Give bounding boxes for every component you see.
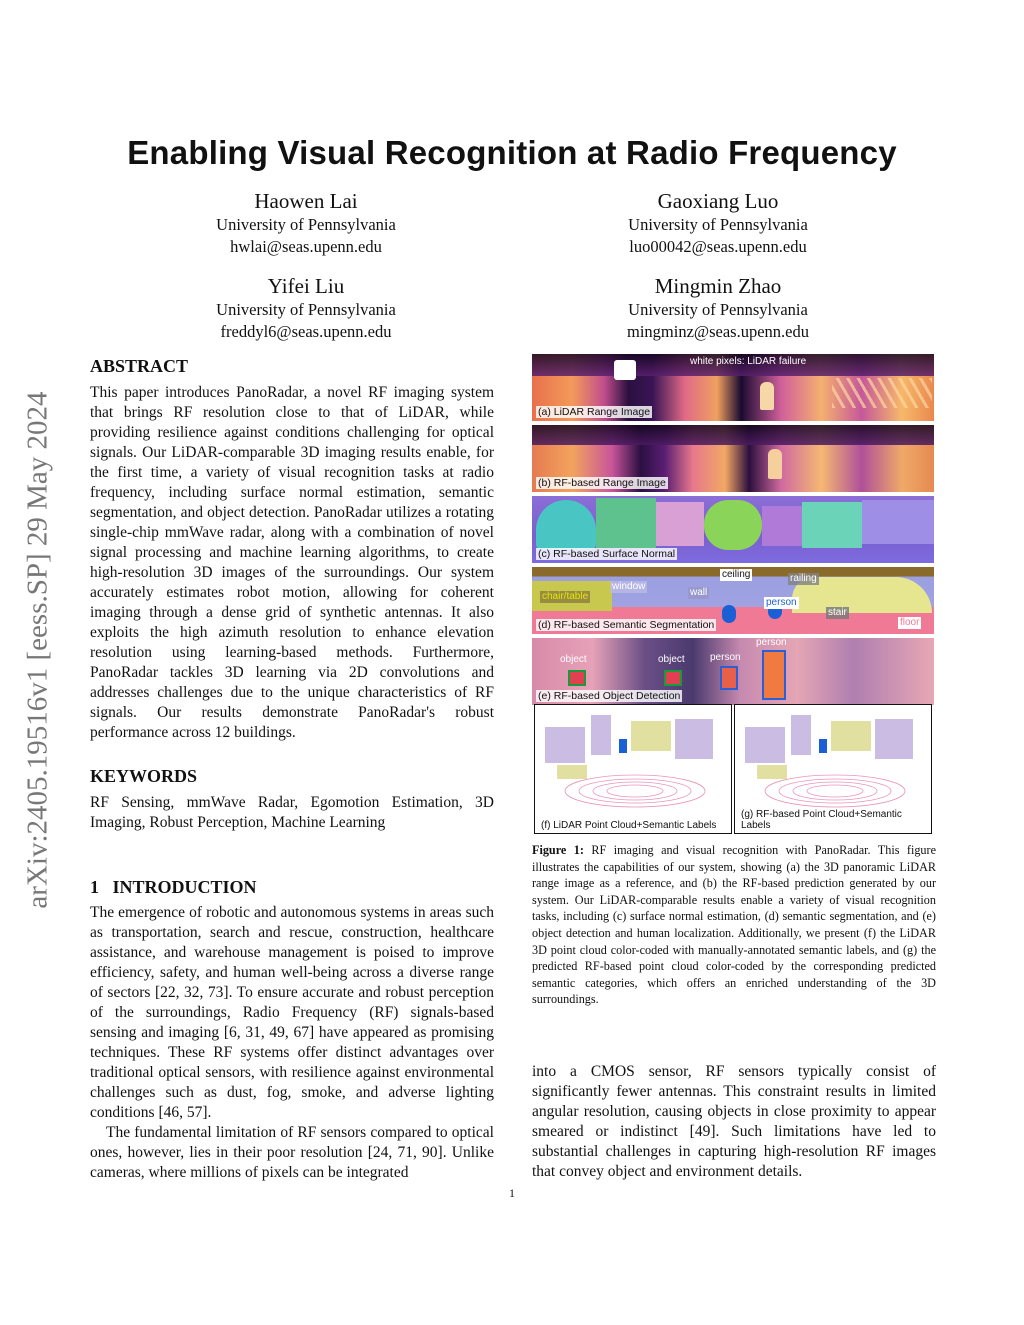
label-chair-table: chair/table — [542, 591, 589, 602]
author-block-1 — [156, 188, 456, 258]
detection-box-person — [762, 650, 786, 700]
detection-box-object — [568, 670, 586, 686]
page-number: 1 — [509, 1186, 515, 1200]
panel-label: (e) RF-based Object Detection — [538, 690, 681, 702]
caption-label: Figure 1: — [532, 843, 584, 857]
lidar-failure-note: white pixels: LiDAR failure — [690, 356, 807, 367]
keywords-heading: KEYWORDS — [90, 766, 198, 786]
author-affiliation: University of Pennsylvania — [628, 300, 808, 319]
label-railing: railing — [790, 573, 817, 584]
panel-object-detection — [532, 638, 934, 705]
author-email: mingminz@seas.upenn.edu — [627, 322, 809, 341]
normal-region — [862, 500, 934, 544]
person-silhouette — [768, 449, 782, 479]
detection-box-person — [720, 666, 738, 690]
point-cloud-illustration — [535, 705, 731, 815]
abstract-heading: ABSTRACT — [90, 356, 189, 376]
panel-label: (a) LiDAR Range Image — [538, 406, 651, 418]
author-block-3 — [156, 273, 456, 343]
author-block-2 — [568, 188, 868, 258]
panel-surface-normal — [532, 496, 934, 563]
introduction-heading: 1 INTRODUCTION — [90, 877, 257, 897]
panel-semantic-segmentation — [532, 567, 934, 634]
introduction-section — [90, 876, 494, 1183]
label-wall: wall — [690, 587, 708, 598]
panel-rf-point-cloud — [734, 704, 932, 834]
panel-label: (c) RF-based Surface Normal — [538, 548, 676, 560]
segment-person — [722, 605, 736, 623]
keywords-text: RF Sensing, mmWave Radar, Egomotion Estimation, 3D Imaging, Robust Perception, Machine Learning — [90, 794, 494, 831]
arxiv-stamp — [14, 340, 62, 960]
author-name: Haowen Lai — [254, 189, 358, 213]
normal-region — [802, 502, 862, 548]
abstract-section — [90, 355, 494, 743]
normal-region — [762, 506, 802, 546]
point-cloud-illustration — [735, 705, 931, 815]
panel-label: (b) RF-based Range Image — [538, 477, 666, 489]
label-object: object — [560, 654, 587, 665]
label-person: person — [710, 652, 741, 663]
label-object: object — [658, 654, 685, 665]
author-email: hwlai@seas.upenn.edu — [230, 237, 382, 256]
figure-1 — [532, 354, 936, 1007]
paper-title: Enabling Visual Recognition at Radio Frequency — [127, 134, 897, 171]
panel-label: (d) RF-based Semantic Segmentation — [538, 619, 715, 631]
author-name: Gaoxiang Luo — [657, 189, 779, 213]
normal-region — [536, 500, 596, 550]
intro-paragraph-2: The fundamental limitation of RF sensors compared to optical ones, however, lies in their poor resolution [24, 71, 90]. Unlike cameras, where millions of pixels can be integrated — [90, 1124, 494, 1181]
author-email: freddyl6@seas.upenn.edu — [220, 322, 392, 341]
caption-text: RF imaging and visual recognition with PanoRadar. This figure illustrates the capabilities of our system, showing (a) the 3D panoramic LiDAR range image as a reference, and (b) the RF-based prediction generated by our system. Our LiDAR-comparable results enable a variety of visual recognition tasks, including (c) surface normal estimation, (d) semantic segmentation, and (e) object detection and human localization. Additionally, we present (f) the LiDAR 3D point cloud color-coded with manually-annotated semantic labels, and (g) the predicted RF-based point cloud color-coded by the corresponding predicted semantic categories, which offers an enriched understanding of the 3D surroundings. — [532, 843, 936, 1007]
panel-rf-range-image — [532, 425, 934, 492]
keywords-section — [90, 765, 494, 833]
label-person: person — [766, 597, 797, 608]
label-window: window — [612, 581, 646, 592]
label-ceiling: ceiling — [722, 569, 751, 580]
normal-region — [656, 502, 704, 546]
lidar-failure-pixels — [614, 360, 636, 380]
railing-texture — [832, 378, 932, 408]
label-floor: floor — [900, 617, 920, 628]
author-email: luo00042@seas.upenn.edu — [629, 237, 807, 256]
normal-region — [596, 498, 656, 548]
author-block-4 — [568, 273, 868, 343]
label-person: person — [756, 638, 787, 648]
label-stair: stair — [828, 607, 847, 618]
author-affiliation: University of Pennsylvania — [628, 215, 808, 234]
intro-paragraph-1: The emergence of robotic and autonomous systems in areas such as transportation, search and rescue, construction, healthcare assistance, and warehouse management is poised to improve efficiency, safety, and human well-being across a diverse range of sectors [22, 32, 73]. To ensure accurate and robust perception of the surroundings, Radio Frequency (RF) signals-based sensing and imaging [6, 31, 49, 67] have appeared as promising techniques. These RF systems offer distinct advantages over traditional optical sensors, with resilience against environmental challenges such as dust, fog, smoke, and adverse lighting conditions [46, 57]. — [90, 904, 494, 1121]
panel-lidar-point-cloud — [534, 704, 732, 834]
author-affiliation: University of Pennsylvania — [216, 300, 396, 319]
intro-paragraph-2-cont: into a CMOS sensor, RF sensors typically consist of significantly fewer antennas. This constraint results in limited angular resolution, causing objects in close proximity to appear smeared or indistinct [49]. Such limitations have led to substantial challenges in capturing high-resolution RF images that convey object and environment details. — [532, 1063, 936, 1180]
normal-region — [704, 500, 762, 550]
figure-caption — [532, 842, 936, 1008]
intro-paragraph-2-continued — [532, 1062, 936, 1182]
author-name: Yifei Liu — [267, 274, 345, 298]
author-name: Mingmin Zhao — [654, 274, 782, 298]
detection-box-object — [664, 670, 682, 686]
author-affiliation: University of Pennsylvania — [216, 215, 396, 234]
abstract-text: This paper introduces PanoRadar, a novel RF imaging system that brings RF resolution close to that of LiDAR, while providing resilience against conditions challenging for optical signals. Our LiDAR-comparable 3D imaging results enable, for the first time, a variety of visual recognition tasks at radio frequency, including surface normal estimation, semantic segmentation, and object detection. PanoRadar utilizes a rotating single-chip mmWave radar, along with a combination of novel signal processing and machine learning algorithms, to create high-resolution 3D images of the surroundings. Our system accurately estimates robot motion, allowing for coherent imaging through a dense grid of synthetic antennas. It also exploits the high azimuth resolution to enhance elevation resolution using learning-based methods. Furthermore, PanoRadar tackles 3D learning via 2D convolutions and addresses challenges due to the unique characteristics of RF signals. Our results demonstrate PanoRadar's robust performance across 12 buildings. — [90, 384, 494, 741]
panel-lidar-range-image — [532, 354, 934, 421]
person-silhouette — [760, 382, 774, 410]
arxiv-id: arXiv:2405.19516v1 [eess.SP] 29 May 2024 — [21, 391, 54, 909]
panel-label: (f) LiDAR Point Cloud+Semantic Labels — [541, 820, 717, 831]
panel-label: (g) RF-based Point Cloud+Semantic Labels — [739, 809, 931, 831]
range-sky-band — [532, 425, 934, 445]
